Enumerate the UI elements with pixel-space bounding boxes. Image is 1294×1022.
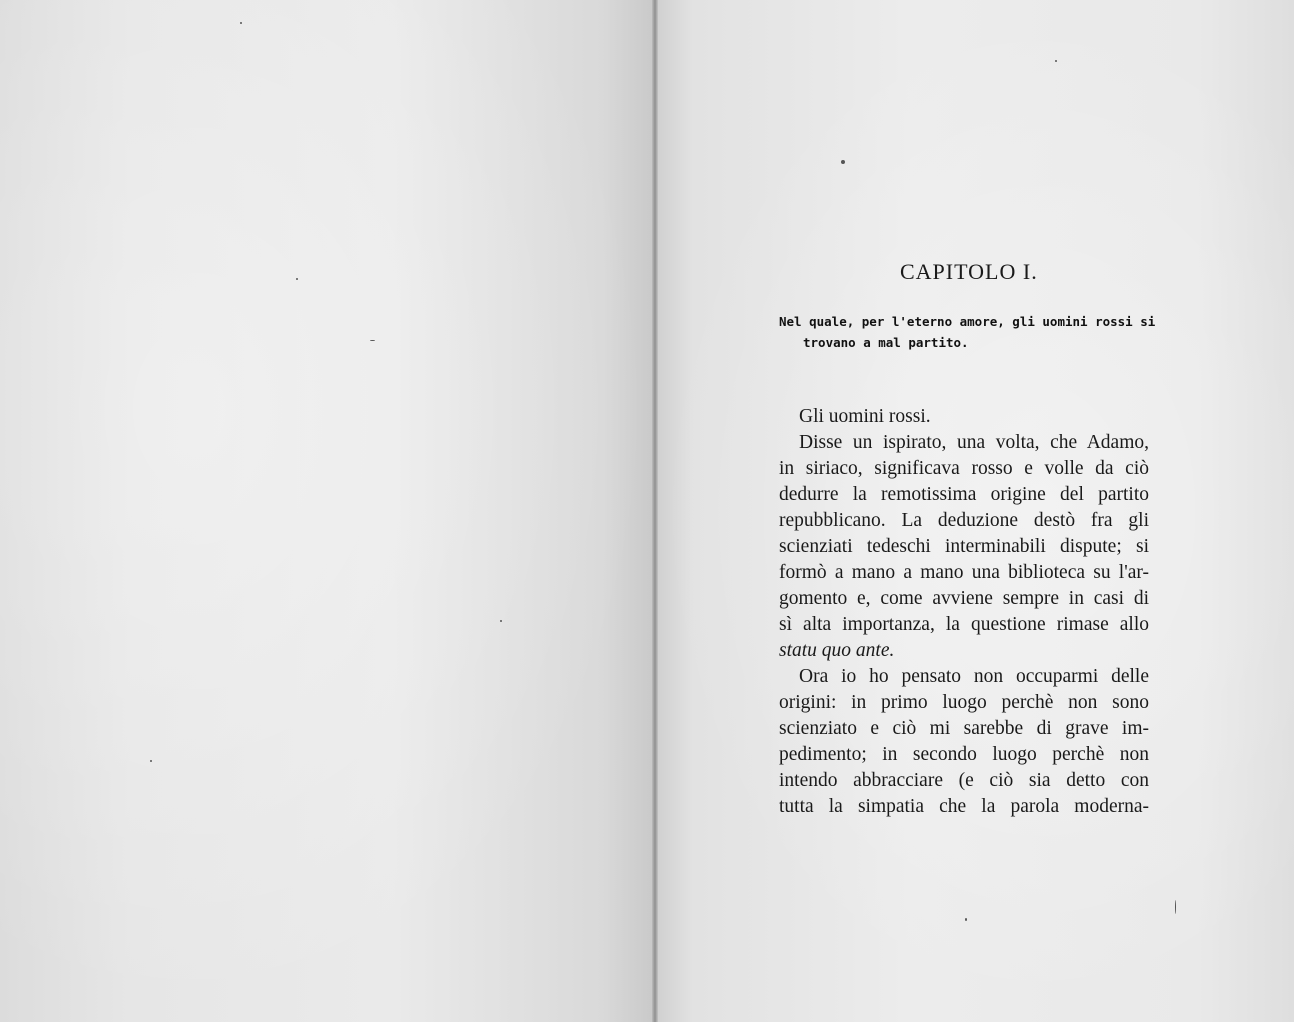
chapter-title: CAPITOLO I. <box>900 259 1038 284</box>
body-line: gomento e, come avviene sempre in casi di <box>779 588 1149 609</box>
body-line: pedimento; in secondo luogo perchè non <box>779 744 1149 765</box>
paper-speck <box>841 160 845 164</box>
body-line: sì alta importanza, la questione rimase allo <box>779 614 1149 635</box>
body-line: formò a mano a mano una biblioteca su l'ar- <box>779 562 1149 583</box>
paper-speck <box>370 340 375 341</box>
body-line: Disse un ispirato, una volta, che Adamo, <box>799 432 1149 453</box>
body-line: Gli uomini rossi. <box>799 406 931 427</box>
paper-speck <box>296 278 298 280</box>
right-page <box>655 0 1294 1022</box>
body-line: scienziato e ciò mi sarebbe di grave im- <box>779 718 1149 739</box>
body-line: tutta la simpatia che la parola moderna- <box>779 796 1149 817</box>
latin-phrase: statu quo ante. <box>779 640 895 661</box>
paper-speck <box>500 620 502 622</box>
book-gutter <box>652 0 658 1022</box>
body-line: Ora io ho pensato non occuparmi delle <box>799 666 1149 687</box>
chapter-summary: Nel quale, per l'eterno amore, gli uomini rossi si trovano a mal partito. <box>779 314 1156 350</box>
chapter-body <box>779 404 1149 820</box>
body-line: repubblicano. La deduzione destò fra gli <box>779 510 1149 531</box>
paper-speck <box>965 918 967 921</box>
paper-speck <box>1175 900 1176 914</box>
paper-speck <box>240 22 242 24</box>
body-line: scienziati tedeschi interminabili dispute; si <box>779 536 1149 557</box>
paper-speck <box>1055 60 1057 62</box>
body-line <box>779 638 1149 664</box>
body-line: origini: in primo luogo perchè non sono <box>779 692 1149 713</box>
body-line: dedurre la remotissima origine del partito <box>779 484 1149 505</box>
paper-speck <box>150 760 152 762</box>
body-line: intendo abbracciare (e ciò sia detto con <box>779 770 1149 791</box>
body-line: in siriaco, significava rosso e volle da ciò <box>779 458 1149 479</box>
